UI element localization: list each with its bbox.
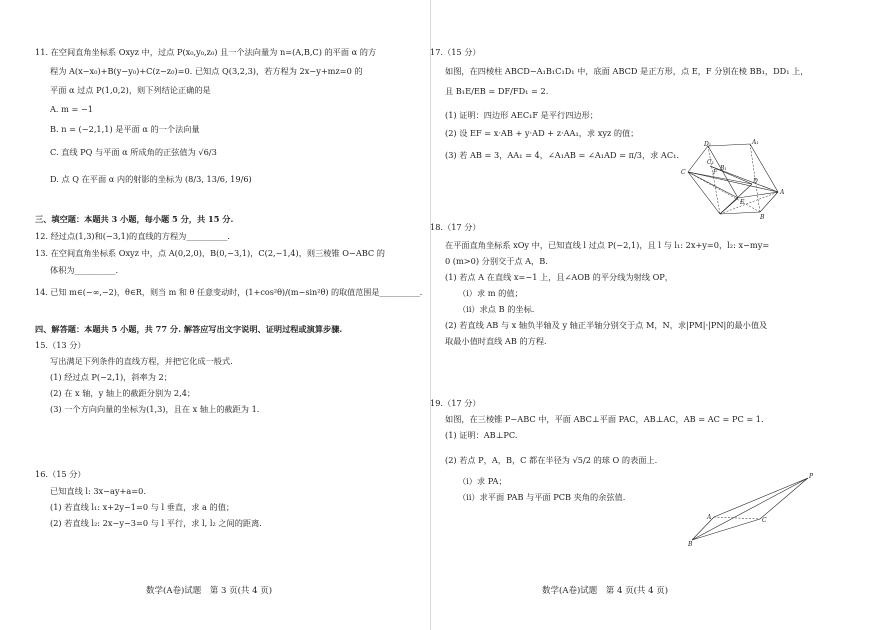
label-b: B [688, 541, 693, 548]
q17-part-3: (3) 若 AB = 3，AA₁ = 4，∠A₁AB = ∠A₁AD = π/3，求 AC₁. [445, 150, 679, 160]
q11-option-a: A. m = −1 [50, 104, 94, 114]
q17-intro-1: 如图，在四棱柱 ABCD−A₁B₁C₁D₁ 中，底面 ABCD 是正方形，点 E，F 分别在棱 BB₁，DD₁ 上， [445, 66, 809, 76]
q14: 14. 已知 m∈(−∞,−2)，θ∈R，则当 m 和 θ 任意变动时，(1+cos²θ)/(m−sin²θ) 的取值范围是__________. [35, 287, 423, 297]
q19-part-1: (1) 证明：AB⊥PC. [445, 430, 518, 440]
q11-option-c: C. 直线 PQ 与平面 α 所成角的正弦值为 √6/3 [50, 147, 217, 157]
q18-part-2-line-1: (2) 若直线 AB 与 x 轴负半轴及 y 轴正半轴分别交于点 M，N，求|PM|·|PN|的最小值及 [445, 320, 768, 330]
left-page-footer: 数学(A卷)试题 第 3 页(共 4 页) [146, 586, 273, 596]
q18-part-1-ii: （ⅱ）求点 B 的坐标. [458, 304, 535, 314]
q15-intro: 写出满足下列条件的直线方程，并把它化成一般式. [50, 356, 233, 366]
q13-line-2: 体积为__________. [50, 265, 119, 275]
q19-part-2-ii: （ⅱ）求平面 PAB 与平面 PCB 夹角的余弦值. [458, 492, 626, 502]
q18-part-2-line-2: 取最小值时直线 AB 的方程. [445, 336, 547, 346]
label-c1: C₁ [707, 159, 714, 166]
label-f: F [713, 169, 718, 176]
label-d: D [753, 178, 758, 185]
label-c: C [681, 169, 686, 176]
q18-part-1: (1) 若点 A 在直线 x=−1 上，且∠AOB 的平分线为射线 OP， [445, 272, 673, 282]
q16-heading: 16.（15 分） [35, 469, 86, 479]
q13-line-1: 13. 在空间直角坐标系 Oxyz 中，点 A(0,2,0)，B(0,−3,1)，C(2,−1,4)，则三棱锥 O−ABC 的 [35, 248, 385, 258]
label-b: B [760, 214, 765, 221]
right-page [430, 0, 870, 630]
label-a: A [780, 189, 785, 196]
label-p: P [809, 473, 814, 480]
label-a: A [707, 514, 712, 521]
prism-figure [680, 140, 790, 220]
q18-part-1-i: （ⅰ）求 m 的值； [458, 288, 523, 298]
right-page-footer: 数学(A卷)试题 第 4 页(共 4 页) [542, 586, 669, 596]
q19-intro: 如图，在三棱锥 P−ABC 中，平面 ABC⊥平面 PAC，AB⊥AC，AB = AC = PC = 1. [445, 414, 764, 424]
label-e: E [740, 199, 745, 206]
label-c: C [762, 517, 767, 524]
q15-part-1: (1) 经过点 P(−2,1)，斜率为 2； [50, 372, 172, 382]
q18-heading: 18.（17 分） [430, 222, 481, 232]
label-b1: B₁ [720, 165, 727, 172]
q16-part-2: (2) 若直线 l₂: 2x−y−3=0 与 l 平行，求 l, l₂ 之间的距离. [50, 518, 262, 528]
q17-intro-2: 且 B₁E/EB = DF/FD₁ = 2. [445, 86, 549, 96]
pyramid-figure [688, 472, 813, 547]
q17-part-2: (2) 设 EF = x·AB + y·AD + z·AA₁，求 xyz 的值； [445, 128, 639, 138]
q12: 12. 经过点(1,3)和(−3,1)的直线的方程为__________. [35, 231, 230, 241]
q11-line-2: 程为 A(x−x₀)+B(y−y₀)+C(z−z₀)=0. 已知点 Q(3,2,3)，若方程为 2x−y+mz=0 的 [50, 66, 363, 76]
q18-intro-1: 在平面直角坐标系 xOy 中，已知直线 l 过点 P(−2,1)，且 l 与 l₁: 2x+y=0，l₂: x−my= [445, 240, 770, 250]
q19-part-2-i: （ⅰ）求 PA； [458, 476, 507, 486]
q16-intro: 已知直线 l: 3x−ay+a=0. [50, 486, 146, 496]
label-d1: D₁ [704, 141, 712, 148]
q17-heading: 17.（15 分） [430, 47, 481, 57]
q15-part-3: (3) 一个方向向量的坐标为(1,3)，且在 x 轴上的截距为 1. [50, 404, 260, 414]
q11-option-b: B. n = (−2,1,1) 是平面 α 的一个法向量 [50, 124, 200, 134]
q15-heading: 15.（13 分） [35, 340, 86, 350]
section-answer-heading: 四、解答题：本题共 5 小题，共 77 分. 解答应写出文字说明、证明过程或演算步骤. [35, 324, 343, 334]
q16-part-1: (1) 若直线 l₁: x+2y−1=0 与 l 垂直，求 a 的值； [50, 502, 235, 512]
q19-heading: 19.（17 分） [430, 398, 481, 408]
q19-part-2: (2) 若点 P，A，B，C 都在半径为 √5/2 的球 O 的表面上. [445, 455, 658, 465]
q11-line-3: 平面 α 过点 P(1,0,2)，则下列结论正确的是 [50, 85, 211, 95]
q11-line-1: 11. 在空间直角坐标系 Oxyz 中，过点 P(x₀,y₀,z₀) 且一个法向量为 n=(A,B,C) 的平面 α 的方 [35, 47, 377, 57]
section-fill-in-heading: 三、填空题：本题共 3 小题，每小题 5 分，共 15 分. [35, 214, 234, 224]
q18-intro-2: 0 (m>0) 分别交于点 A，B. [445, 256, 548, 266]
left-page [0, 0, 430, 630]
q15-part-2: (2) 在 x 轴，y 轴上的截距分别为 2,4； [50, 388, 196, 398]
q11-option-d: D. 点 Q 在平面 α 内的射影的坐标为 (8/3, 13/6, 19/6) [50, 174, 252, 184]
label-a1: A₁ [752, 139, 759, 146]
q17-part-1: (1) 证明：四边形 AEC₁F 是平行四边形； [445, 110, 598, 120]
